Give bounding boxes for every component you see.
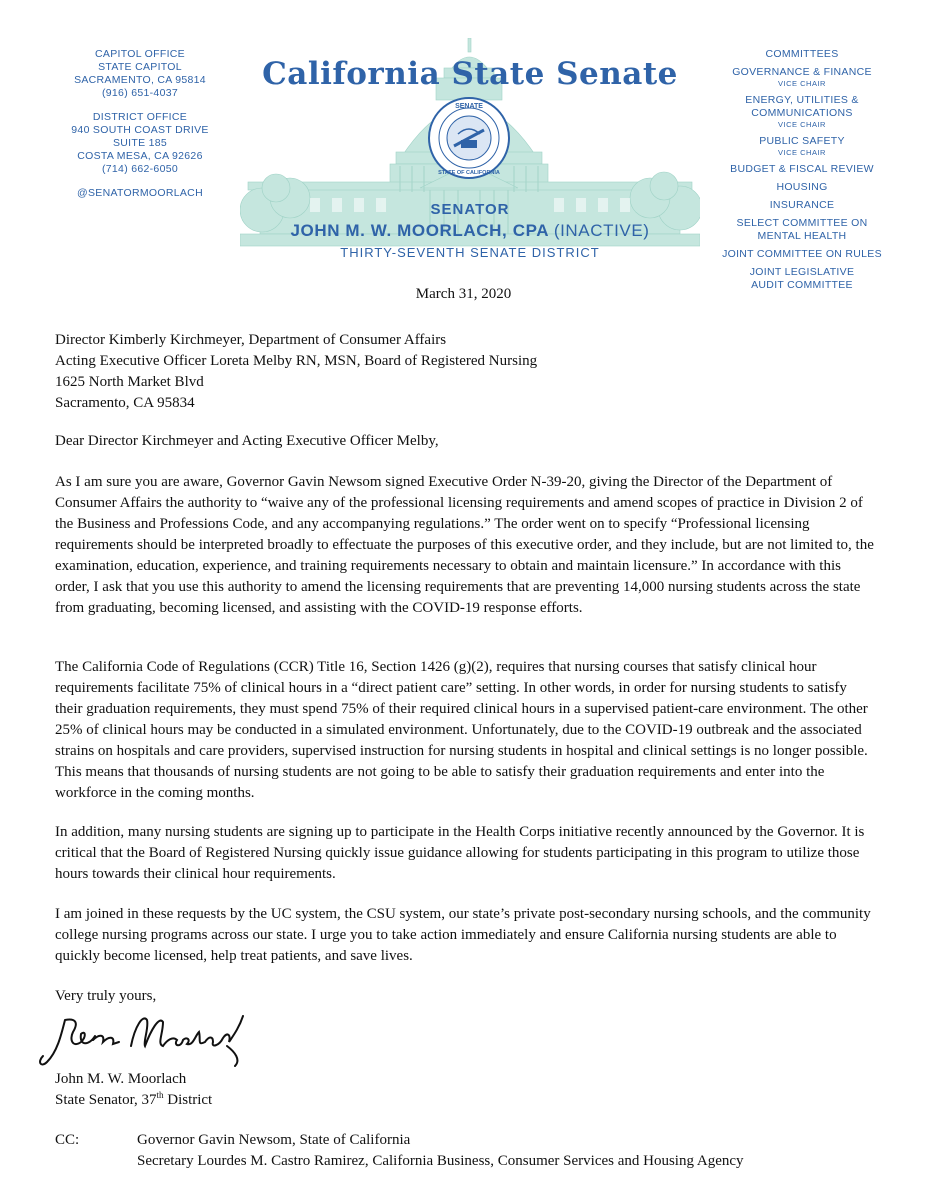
committee-item — [712, 163, 892, 176]
committee-name: COMMUNICATIONS — [751, 107, 853, 119]
recipient-address: Director Kimberly Kirchmeyer, Department of Consumer Affairs Acting Executive Officer Loreta Melby RN, MSN, Board of Registered Nursing 1625 North Market Blvd Sacramento, CA 95834 — [55, 332, 538, 411]
committee-item — [712, 181, 892, 194]
committees-heading: COMMITTEES — [765, 48, 839, 60]
committee-name: GOVERNANCE & FINANCE — [732, 66, 872, 78]
committee-name: ENERGY, UTILITIES & — [745, 94, 859, 106]
cc-list — [137, 1130, 744, 1172]
senator-label: SENATOR — [430, 201, 510, 218]
senator-name: JOHN M. W. MOORLACH, CPA (INACTIVE) — [290, 221, 650, 240]
svg-text:SENATE: SENATE — [455, 103, 483, 110]
signer-name: John M. W. Moorlach — [55, 1071, 187, 1087]
salutation: Dear Director Kirchmeyer and Acting Executive Officer Melby, — [55, 433, 439, 449]
committee-item — [712, 217, 892, 243]
signer-block — [55, 1069, 875, 1111]
committee-name: PUBLIC SAFETY — [759, 135, 845, 147]
paragraph: As I am sure you are aware, Governor Gavin Newsom signed Executive Order N-39-20, giving the Director of the Department of Consumer Affairs the authority to “waive any of the professional licensing requirements and amend scopes of practice in Division 2 of the Business and Professions Code, and any accompanying regulations.” The order went on to specify “Professional licensing requirements should be interpreted broadly to effectuate the purposes of this executive order, and they include, but are not limited to, the examination, education, experience, and training requirements necessary to obtain and maintain licensure.” In accordance with this order, I ask that you use this authority to amend the licensing requirements that are preventing 14,000 nursing students across the state from graduating, becoming licensed, and assisting with the COVID-19 response efforts. — [55, 474, 874, 616]
capitol-office: CAPITOL OFFICE STATE CAPITOL SACRAMENTO, CA 95814 (916) 651-4037 — [74, 48, 206, 99]
committee-item — [712, 66, 892, 89]
cc-recipient: Secretary Lourdes M. Castro Ramirez, California Business, Consumer Services and Housing Agency — [137, 1153, 744, 1169]
committee-name: AUDIT COMMITTEE — [751, 279, 853, 291]
district-office: DISTRICT OFFICE 940 SOUTH COAST DRIVE SUITE 185 COSTA MESA, CA 92626 (714) 662-6050 — [71, 111, 209, 175]
signer-title: State Senator, 37th District — [55, 1090, 213, 1108]
paragraph: In addition, many nursing students are signing up to participate in the Health Corps initiative recently announced by the Governor. It is critical that the Board of Registered Nursing quickly issue guidance allowing for students participating in this program to utilize those hours towards their clinical hour requirements. — [55, 824, 865, 882]
committee-name: JOINT COMMITTEE ON RULES — [722, 248, 882, 260]
committee-role: VICE CHAIR — [778, 148, 826, 157]
committee-name: BUDGET & FISCAL REVIEW — [730, 163, 874, 175]
committees-column — [712, 48, 892, 297]
senate-title: California State Senate — [262, 56, 678, 92]
committee-name: MENTAL HEALTH — [757, 230, 847, 242]
social-handle: @SENATORMOORLACH — [77, 187, 203, 199]
committee-name: HOUSING — [776, 181, 828, 193]
committee-item — [712, 94, 892, 130]
letter-date: March 31, 2020 — [415, 286, 512, 302]
committee-name: INSURANCE — [769, 199, 835, 211]
senate-district: THIRTY-SEVENTH SENATE DISTRICT — [340, 245, 600, 260]
paragraph: I am joined in these requests by the UC system, the CSU system, our state’s private post-secondary nursing schools, and the community college nursing programs across our state. I urge you to take action immediately and ensure California nursing students are able to quickly become licensed, help treat patients, and save lives. — [55, 906, 871, 964]
svg-text:STATE OF CALIFORNIA: STATE OF CALIFORNIA — [438, 170, 500, 176]
committee-name: JOINT LEGISLATIVE — [749, 266, 855, 278]
handwritten-signature — [35, 1006, 255, 1070]
committee-list — [712, 66, 892, 292]
committee-item — [712, 199, 892, 212]
committee-item — [712, 248, 892, 261]
committee-role: VICE CHAIR — [778, 120, 826, 129]
committee-item — [712, 135, 892, 158]
contact-column — [40, 48, 240, 200]
paragraph: The California Code of Regulations (CCR) Title 16, Section 1426 (g)(2), requires that nursing courses that satisfy clinical hour requirements facilitate 75% of clinical hours in a “direct patient care” setting. In other words, in order for nursing students to satisfy their graduation requirements, they must spend 75% of their required clinical hours in a supervised patient-care environment. The other 25% of clinical hours may be conducted in a simulated environment. Unfortunately, due to the COVID-19 outbreak and the associated strains on hospitals and care providers, supervised instruction for nursing students in hospital and clinical settings is no longer possible. This means that thousands of nursing students are not going to be able to satisfy their graduation requirements and enter into the workforce in the coming months. — [55, 659, 868, 801]
senator-block — [250, 200, 690, 264]
cc-recipient: Governor Gavin Newsom, State of California — [137, 1132, 411, 1148]
committee-name: SELECT COMMITTEE ON — [736, 217, 868, 229]
senate-seal-icon — [429, 98, 509, 178]
closing: Very truly yours, — [55, 988, 157, 1004]
committee-role: VICE CHAIR — [778, 79, 826, 88]
cc-label: CC: — [55, 1132, 80, 1148]
